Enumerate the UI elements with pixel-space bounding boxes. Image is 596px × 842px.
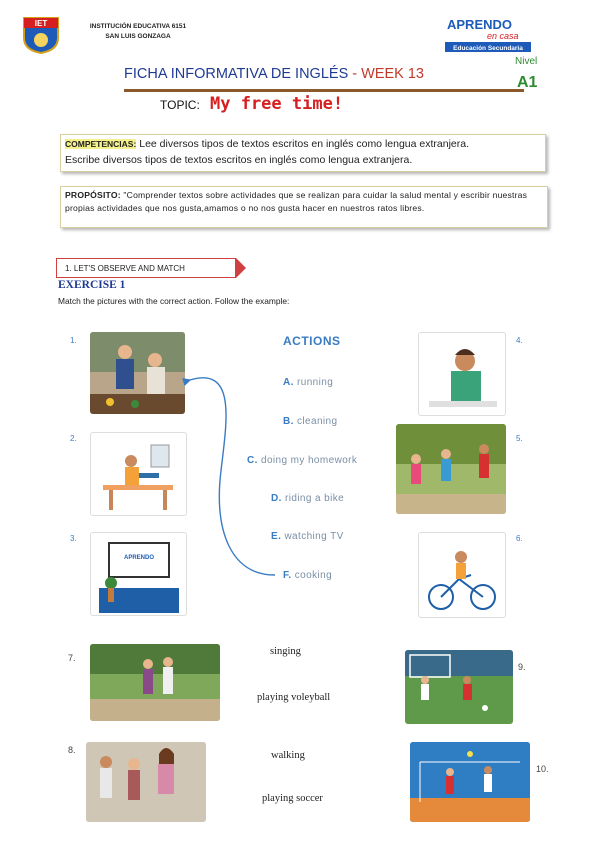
nivel-value: A1 [517,74,538,91]
number-3: 3. [70,534,77,543]
competencias-line-2: Escribe diversos tipos de textos escritos en inglés como lengua extranjera. [65,154,413,166]
action-e-letter: E. [271,531,282,542]
logo-text: IET [34,19,48,28]
singing-picture [86,742,206,822]
exercise-instruction: Match the pictures with the correct action. Follow the example: [58,296,290,306]
title-underline [124,89,524,92]
action-c-letter: C. [247,455,258,466]
action-d-letter: D. [271,493,282,504]
action-a-text: running [297,377,334,388]
aprendo-line-3: Educación Secundaria [453,45,523,52]
topic-value: My free time! [210,94,344,114]
example-arrow [180,370,290,585]
proposito-box [60,186,548,228]
competencias-line-1: Lee diversos tipos de textos escritos en inglés como lengua extranjera. [139,138,469,150]
page-title [124,66,424,82]
running-picture [396,424,506,514]
walking-picture [90,644,220,721]
action-f-text: cooking [294,570,333,581]
action-b-letter: B. [283,416,294,427]
action-b-text: cleaning [297,416,338,427]
proposito-text: "Comprender textos sobre actividades que se realizan para cuidar la salud mental y escribir nuestras propias actividades que nos gusta,amamos o no nos gusta hacer en nuestros ratos libres. [65,190,528,213]
title-main: FICHA INFORMATIVA DE INGLÉS [124,66,349,82]
number-1: 1. [70,336,77,345]
number-8: 8. [68,745,76,755]
school-name [68,22,208,42]
action-f-letter: F. [283,570,292,581]
school-line-1: INSTITUCIÓN EDUCATIVA 6151 [89,23,187,30]
action-b [283,416,337,427]
exercise-title: EXERCISE 1 [58,279,126,291]
actions-heading: ACTIONS [283,334,341,348]
proposito-label: PROPÓSITO: [65,190,121,200]
section-observe-banner: 1. LET'S OBSERVE AND MATCH [56,258,236,278]
action-d-text: riding a bike [285,493,345,504]
number-4: 4. [516,336,523,345]
number-10: 10. [536,764,549,774]
word-playing-soccer: playing soccer [262,793,323,804]
school-line-2: SAN LUIS GONZAGA [105,33,171,40]
number-5: 5. [516,434,523,443]
competencias-label: COMPETENCIAS: [65,139,137,149]
action-e-text: watching TV [284,531,344,542]
word-playing-voleyball: playing voleyball [257,692,331,703]
number-6: 6. [516,534,523,543]
action-c-text: doing my homework [261,455,358,466]
topic-label: TOPIC: [160,98,200,112]
soccer-picture [405,650,513,724]
nivel-label: Nivel [515,56,538,67]
action-f [283,570,332,581]
number-2: 2. [70,434,77,443]
bike-picture [418,532,506,618]
cleaning-picture [90,432,187,516]
tv-label: APRENDO [123,555,155,561]
competencias-box [60,134,546,172]
action-a-letter: A. [283,377,294,388]
title-week: - WEEK 13 [352,66,424,82]
volleyball-picture [410,742,530,822]
aprendo-line-1: APRENDO [447,17,513,32]
number-7: 7. [68,653,76,663]
homework-picture [418,332,506,416]
aprendo-line-2: en casa [487,31,519,41]
action-a [283,377,333,388]
watching-tv-picture [90,532,187,616]
cooking-picture [90,332,185,414]
number-9: 9. [518,662,526,672]
word-walking: walking [271,750,305,761]
word-singing: singing [270,646,301,657]
school-logo [20,16,62,54]
aprendo-logo [443,16,533,54]
